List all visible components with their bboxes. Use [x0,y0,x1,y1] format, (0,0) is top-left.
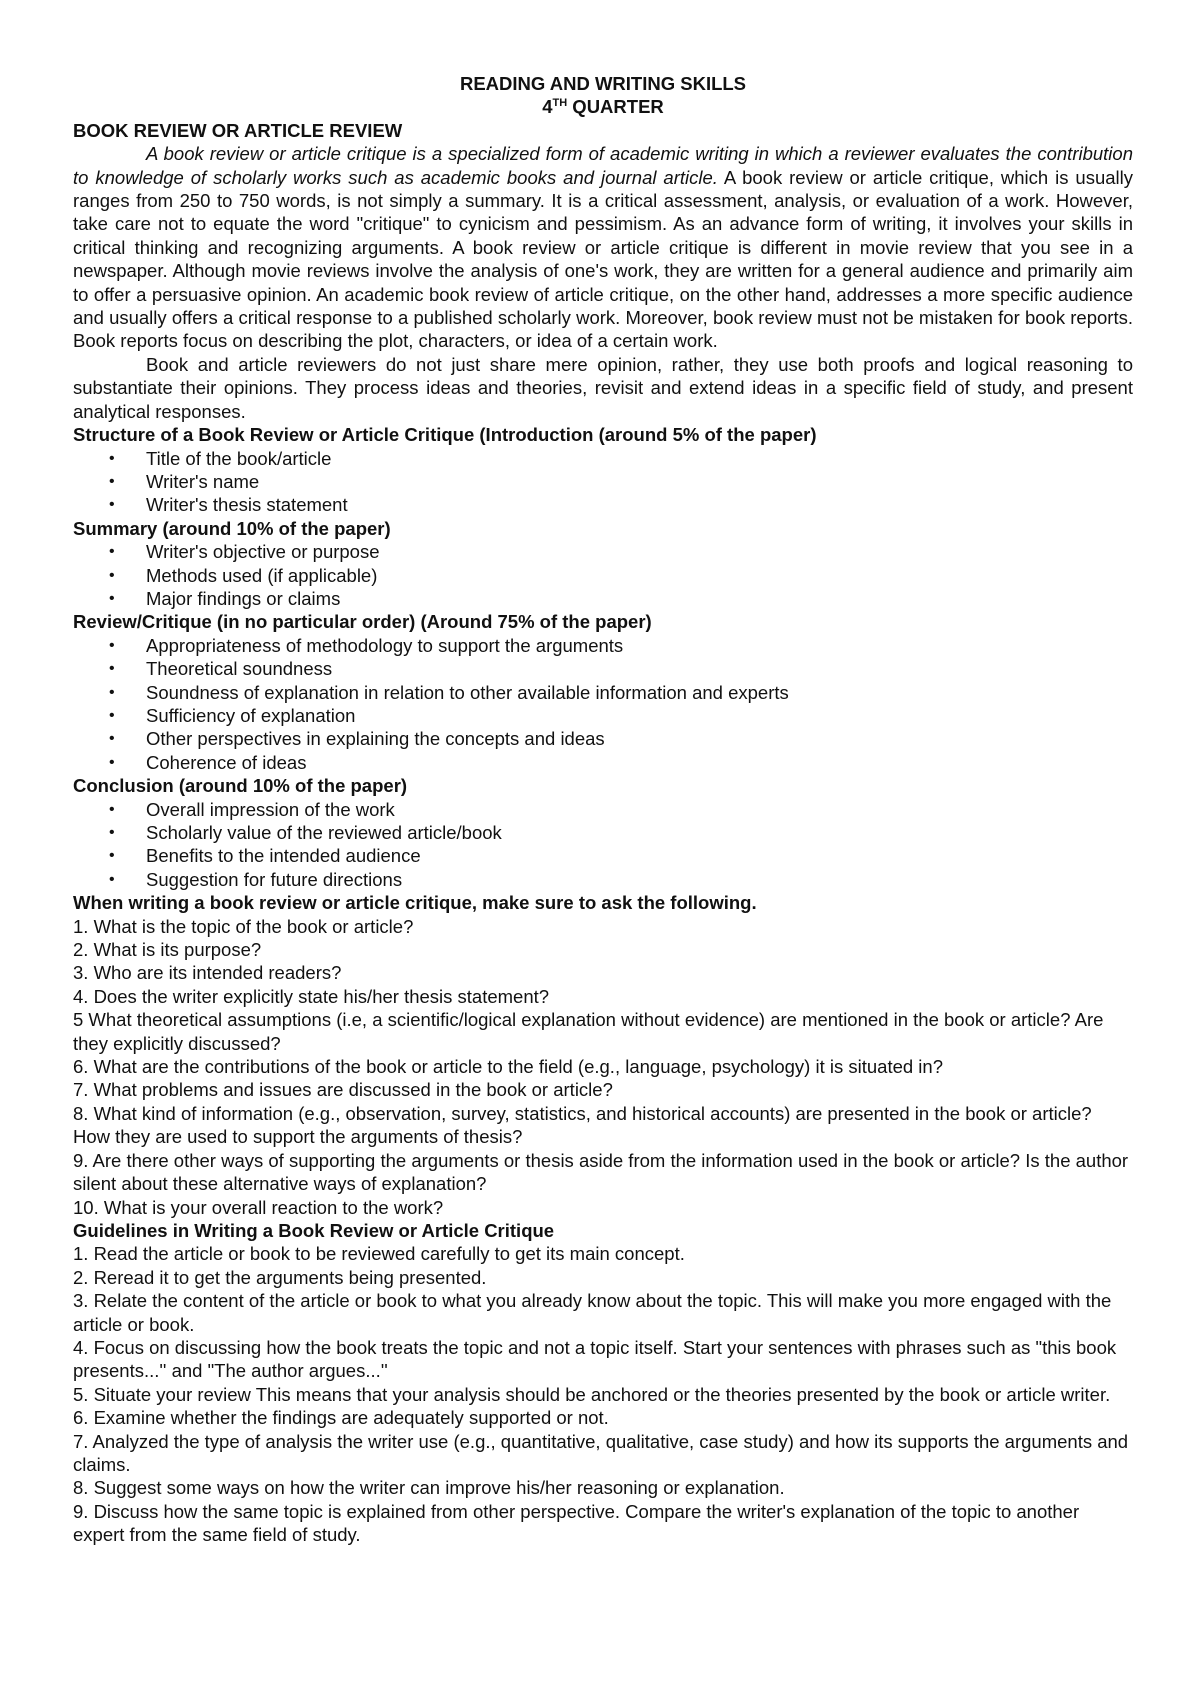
list-item: • Appropriateness of methodology to support the arguments [109,634,624,656]
quarter-word: QUARTER [567,96,664,118]
question-item: 7. What problems and issues are discussed in the book or article? [73,1079,613,1101]
bullet-icon: • [109,589,115,607]
question-item: 5 What theoretical assumptions (i.e, a scientific/logical explanation without evidence) are mentioned in the book or article? Are they explicitly discussed? [73,1009,1104,1054]
bullet-icon: • [109,543,115,561]
question-item: 2. What is its purpose? [73,939,262,961]
questions-heading: When writing a book review or article critique, make sure to ask the following. [73,892,757,914]
guideline-item: 8. Suggest some ways on how the writer can improve his/her reasoning or explanation. [73,1477,785,1499]
structure-intro-heading: Structure of a Book Review or Article Critique (Introduction (around 5% of the paper) [73,424,817,446]
list-item: • Benefits to the intended audience [109,845,421,867]
bullet-icon: • [109,753,115,771]
quarter-suffix: TH [552,97,568,110]
guideline-item: 5. Situate your review This means that your analysis should be anchored or the theories presented by the book or article writer. [73,1383,1111,1405]
bullet-icon: • [109,566,115,584]
list-item: • Writer's objective or purpose [109,541,380,563]
quarter-number: 4 [542,96,553,118]
conclusion-heading: Conclusion (around 10% of the paper) [73,775,408,797]
question-item: 1. What is the topic of the book or article? [73,915,414,937]
bullet-icon: • [109,449,115,467]
list-item: • Title of the book/article [109,447,332,469]
document-title: READING AND WRITING SKILLS [459,73,747,94]
guideline-item: 1. Read the article or book to be reviewed carefully to get its main concept. [73,1243,685,1265]
list-item: • Major findings or claims [109,587,341,609]
review-list [73,634,1133,774]
guideline-item: 4. Focus on discussing how the book treats the topic and not a topic itself. Start your sentences with phrases such as "this book presents...'' and "The author argues...'' [73,1336,1117,1382]
bullet-icon: • [109,800,115,818]
guideline-item: 7. Analyzed the type of analysis the writer use (e.g., quantitative, qualitative, case study) and how its supports the arguments and claims. [73,1430,1129,1475]
bullet-icon: • [109,706,115,724]
guidelines-list [73,1242,1133,1546]
guideline-item: 6. Examine whether the findings are adequately supported or not. [73,1407,609,1429]
intro-list [73,447,1133,517]
guideline-item: 2. Reread it to get the arguments being presented. [73,1266,487,1288]
list-item: • Overall impression of the work [109,798,395,820]
list-item: • Writer's name [109,470,260,492]
question-item: 4. Does the writer explicitly state his/her thesis statement? [73,985,550,1007]
guideline-item: 3. Relate the content of the article or book to what you already know about the topic. This will make you more engaged with the article or book. [73,1290,1112,1335]
question-item: 3. Who are its intended readers? [73,962,342,984]
list-item: • Scholarly value of the reviewed article/book [109,822,502,843]
list-item: • Theoretical soundness [109,658,333,680]
list-item: • Coherence of ideas [109,751,307,773]
bullet-icon: • [109,870,115,888]
intro-body: A book review or article critique, which is usually ranges from 250 to 750 words, is not simply a summary. It is a critical assessment, analysis, or evaluation of a work. However, take care not to equate the word "critique" to cynicism and pessimism. As an advance form of writing, it involves your skills in critical thinking and recognizing arguments. A book review or article critique is different in movie review that you see in a newspaper. Although movie reviews involve the analysis of one's work, they are written for a general audience and primarily aim to offer a persuasive opinion. An academic book review of article critique, on the other hand, addresses a more specific audience and usually offers a critical response to a published scholarly work. Moreover, book review must not be mistaken for book reports. Book reports focus on describing the plot, characters, or idea of a certain work. [73,166,1133,352]
question-item: 10. What is your overall reaction to the work? [73,1196,444,1218]
list-item: • Soundness of explanation in relation to other available information and experts [109,681,789,703]
bullet-icon: • [109,683,115,701]
intro-paragraph [73,142,1133,353]
quarter-line [73,95,1133,118]
bullet-icon: • [109,636,115,654]
intro-definition: A book review or article critique is a specialized form of academic writing in which a reviewer evaluates the contribution to knowledge of scholarly works such as academic books and journal article. [73,143,1133,188]
list-item: • Writer's thesis statement [109,494,348,516]
bullet-icon: • [109,847,115,865]
document-page [73,72,1133,1547]
list-item: • Sufficiency of explanation [109,704,356,726]
list-item: • Other perspectives in explaining the concepts and ideas [109,728,605,750]
bullet-icon: • [109,472,115,490]
bullet-icon: • [109,496,115,514]
question-item: 9. Are there other ways of supporting the arguments or thesis aside from the information used in the book or article? Is the author silent about these alternative ways of explanation? [73,1149,1129,1195]
list-item: • Suggestion for future directions [109,868,403,890]
question-item: 8. What kind of information (e.g., observation, survey, statistics, and historical accounts) are presented in the book or article? How they are used to support the arguments of thesis? [73,1102,1092,1148]
list-item: • Methods used (if applicable) [109,564,378,586]
section-heading: BOOK REVIEW OR ARTICLE REVIEW [73,119,403,141]
summary-heading: Summary (around 10% of the paper) [73,517,391,539]
guidelines-heading: Guidelines in Writing a Book Review or Article Critique [73,1219,555,1241]
question-item: 6. What are the contributions of the book or article to the field (e.g., language, psychology) it is situated in? [73,1056,943,1078]
conclusion-list [73,798,1133,892]
bullet-icon: • [109,730,115,748]
guideline-item: 9. Discuss how the same topic is explained from other perspective. Compare the writer's explanation of the topic to another expert from the same field of study. [73,1500,1080,1546]
bullet-icon: • [109,660,115,678]
review-heading: Review/Critique (in no particular order) (Around 75% of the paper) [73,611,652,633]
bullet-icon: • [109,824,115,841]
second-paragraph: Book and article reviewers do not just share mere opinion, rather, they use both proofs and logical reasoning to substantiate their opinions. They process ideas and theories, revisit and extend ideas in a specific field of study, and present analytical responses. [73,353,1133,422]
summary-list [73,540,1133,610]
questions-list [73,915,1133,1219]
